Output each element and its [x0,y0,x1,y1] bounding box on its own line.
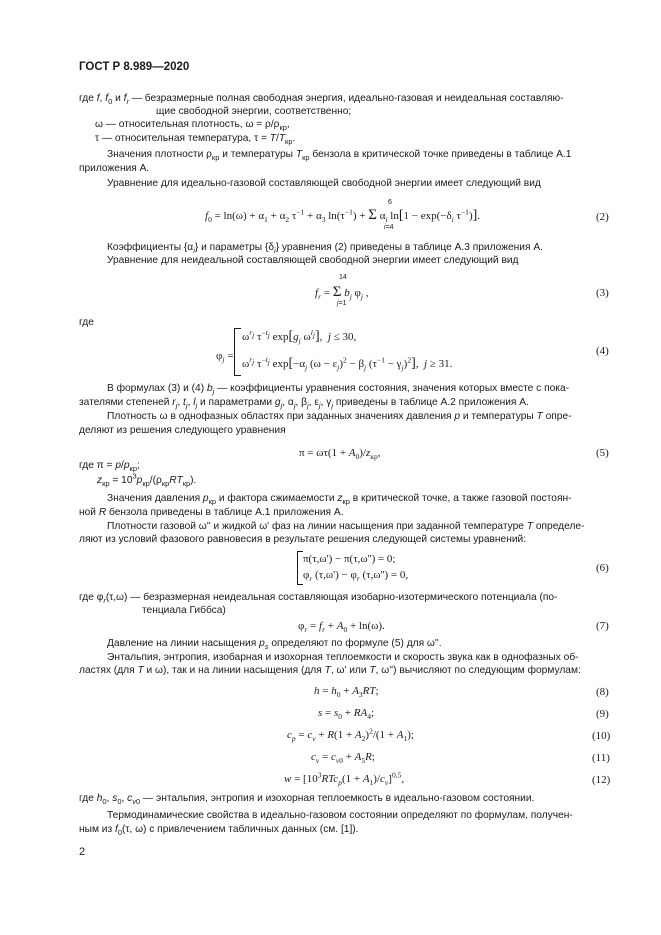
text-line: где $\varphi_r(\tau,\omega)$ — безразмерная неидеальная составляющая изобарно-изотермического потенциала (по- [79,592,558,606]
text-line: где $h_0$, $s_0$, $c_{v0}$ — энтальпия, энтропия и изохорная теплоемкость в идеально-газовом состоянии. [79,793,535,807]
equation-5: $\pi = \omega\tau(1 + A_0)/z_{кр}$, [299,447,381,462]
equation-number: (11) [592,752,610,764]
text-line: В формулах (3) и (4) $b_j$ — коэффициенты уравнения состояния, значения которых вместе с пока- [107,383,570,397]
brace [234,328,241,376]
equation-number: (7) [596,620,609,632]
equation-number: (2) [596,211,609,223]
equation-3: $f_r = \Sigma$ $b_j$ $\varphi_j$ , [315,284,369,302]
equation-8: $h = h_0 + A_3RT$; [314,685,379,700]
equation-9: $s = s_0 + RA_4$; [318,707,375,722]
page-number: 2 [79,846,86,858]
equation-12: $w = [10^3RTc_p(1 + A_1)/c_v]^{0,5}$, [284,770,405,788]
text-line: где [79,317,94,328]
text-line: где f, $f_0$ и $f_r$ — безразмерные полная свободная энергия, идеально-газовая и неидеальная составляю- [79,93,564,107]
text-line: $z_{кр} = 10^3p_{кр}/(\rho_{кр}RT_{кр})$. [97,471,197,489]
text-line: Значения давления $p_{кр}$ и фактора сжимаемости $z_{кр}$ в критической точке, а также газовой постоян- [107,493,572,507]
equation-number: (5) [596,447,609,459]
text-line: Термодинамические свойства в идеально-газовом состоянии определяют по формулам, получен- [107,810,573,821]
equation-number: (12) [592,774,611,786]
equation-10: $c_p = c_v + R(1 + A_2)^2/(1 + A_1)$; [287,726,414,744]
text-line: ной R бензола приведены в таблице А.1 приложения А. [79,507,344,518]
text-line: приложения А. [79,163,150,174]
text-line: Значения плотности $\rho_{кр}$ и температуры $T_{кр}$ бензола в критической точке приведены в таблице А.1 [107,149,572,163]
text-line: деляют из решения следующего уравнения [79,425,286,436]
text-line: где $\pi = p/p_{кр}$; [79,460,140,474]
text-line: щие свободной энергии, соответственно; [156,106,352,117]
text-line: зателями степеней $r_j$, $t_j$, $l_j$ и параметрами $g_j$, $\alpha_j$, $\beta_j$, $\varepsilon_j$, $\gamma_j$ приведены в таблице А.2 приложения А. [79,397,529,411]
equation-number: (9) [596,708,609,720]
sum-lower-limit: j=1 [337,300,347,307]
text-line: Давление на линии насыщения $p_s$ определяют по формуле (5) для ω''. [107,638,442,652]
sum-upper-limit: 14 [339,274,347,281]
equation-number: (4) [596,345,609,357]
equation-4-lhs: $\varphi_j$ = [216,350,234,365]
text-line: Уравнение для неидеальной составляющей свободной энергии имеет следующий вид [107,255,519,266]
equation-number: (8) [596,686,609,698]
equation-number: (10) [592,730,611,742]
text-line: ляют из условий фазового равновесия в результате решения следующей системы уравнений: [79,534,527,545]
text-line: ластях (для T и ω), так и на линии насыщения (для T, ω' или T, ω'') вычисляют по следующим формулам: [79,665,581,676]
equation-7: $\varphi_r = f_r + A_0 + \ln(\omega)$. [298,620,385,635]
standard-header: ГОСТ Р 8.989—2020 [79,61,190,73]
equation-6a: π(τ,ω') − π(τ,ω'') = 0; [303,553,396,565]
text-line: ω — относительная плотность, $\omega = \rho/\rho_{кр}$, [95,119,290,133]
equation-number: (3) [596,287,609,299]
text-line: Энтальпия, энтропия, изобарная и изохорная теплоемкости и скорость звука как в однофазных об- [107,652,579,663]
sum-upper-limit: 6 [388,199,392,206]
equation-6b: $\varphi_r$ $(\tau,\omega') - \varphi_r$ (τ,ω'') = 0, [303,569,409,584]
text-line: Коэффициенты $\{\alpha_i\}$ и параметры $\{\delta_i\}$ уравнения (2) приведены в таблице А.3 приложения А. [107,242,543,256]
equation-4b: $\omega^{r_j}$ $\tau^{-t_j}$ $\exp[-\alpha_j$ $(\omega - \varepsilon_j)^2 - \beta_j$ $(\tau^{-1} - \gamma_j)^2$], j ≥ 31. [242,355,453,373]
text-line: Плотность ω в однофазных областях при заданных значениях давления p и температуры T опре- [107,411,572,422]
text-line: тенциала Гиббса) [142,605,226,616]
equation-4a: $\omega^{r_j}$ $\tau^{-t_j}$ $\exp[g_j$ $\omega^{l_j}$], j ≤ 30, [242,328,357,346]
equation-number: (6) [596,562,609,574]
text-line: τ — относительная температура, $\tau = T/T_{кр}$. [95,133,296,147]
equation-2: $f_0 = \ln(\omega) + \alpha_1 + \alpha_2$ $\tau^{-1} + \alpha_3$ $\ln(\tau^{-1}) + \Sigma$ $\alpha_i$ $\ln[1 - \exp(-\delta_i$ $\tau^{-1}$)]. [205,207,481,225]
text-line: Уравнение для идеально-газовой составляющей свободной энергии имеет следующий вид [107,178,541,189]
text-line: ным из $f_0(\tau$, ω) с привлечением табличных данных (см. [1]). [79,824,359,838]
equation-11: $c_v = c_{v0} + A_5R$; [311,751,375,766]
text-line: Плотности газовой ω'' и жидкой ω' фаз на линии насыщения при заданной температуре T определе- [107,521,585,532]
sum-lower-limit: i=4 [384,224,394,231]
